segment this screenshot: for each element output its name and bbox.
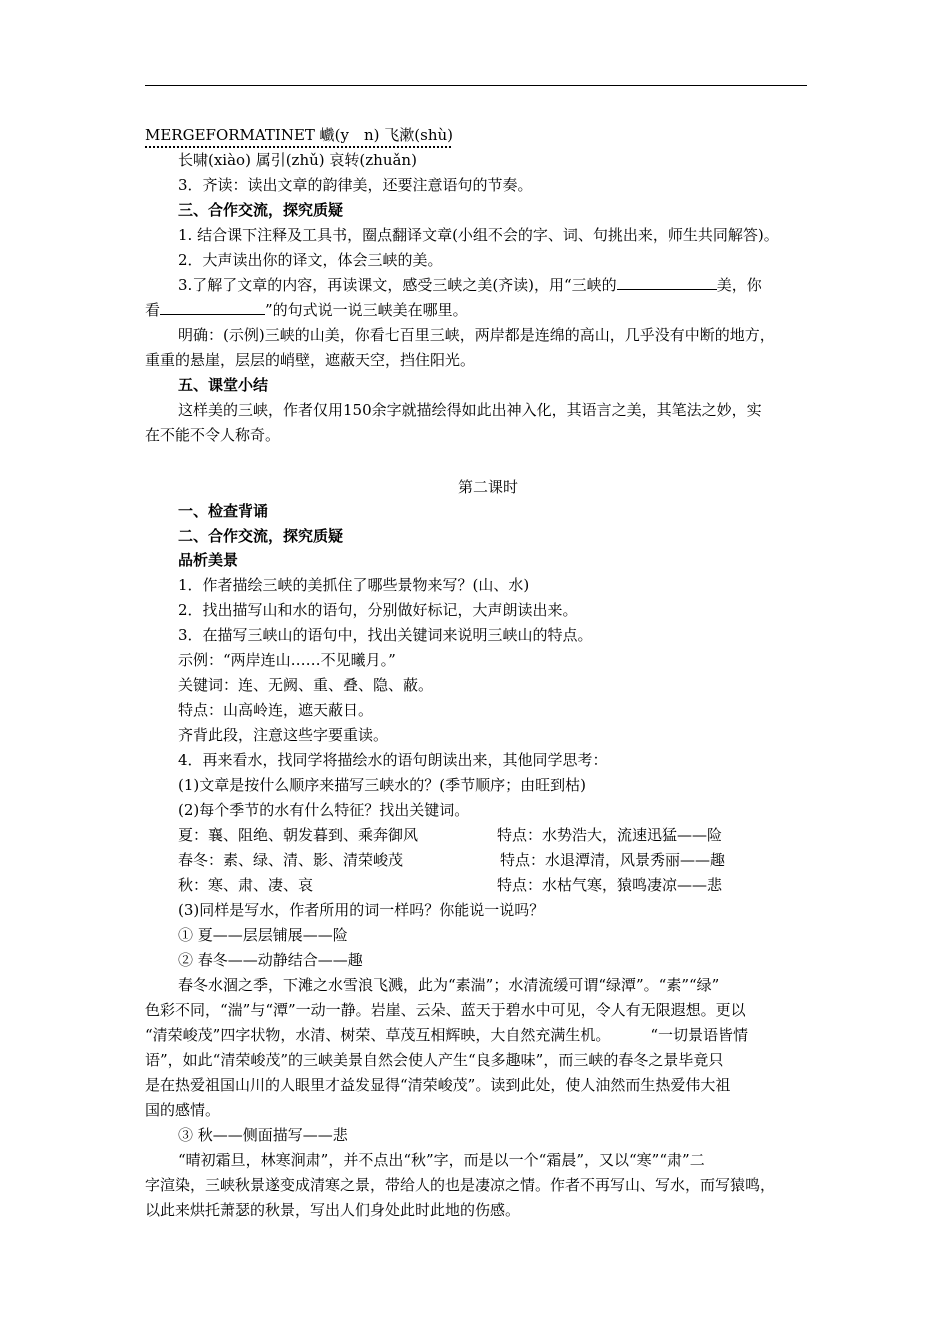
- point-spring-winter: ② 春冬——动静结合——趣: [178, 951, 363, 969]
- spring-paragraph-5: 是在热爱祖国山川的人眼里才益发显得“清荣峻茂”。读到此处，使人油然而生热爱伟大祖: [145, 1076, 731, 1094]
- spring-paragraph-1: 春冬水涸之季，下滩之水雪浪飞溅，此为“素湍”；水清流缓可谓“绿潭”。“素”“绿”: [178, 976, 720, 994]
- sub-q2-features: (2)每个季节的水有什么特征？找出关键词。: [178, 801, 470, 819]
- heading-scenery: 品析美景: [178, 551, 239, 569]
- q4-water: 4．再来看水，找同学将描绘水的语句朗读出来，其他同学思考：: [178, 751, 608, 769]
- summary-paragraph-cont: 在不能不令人称奇。: [145, 426, 281, 444]
- features-line: 特点：山高岭连，遮天蔽日。: [178, 701, 374, 719]
- q3-keywords: 3．在描写三峡山的语句中，找出关键词来说明三峡山的特点。: [178, 626, 593, 644]
- autumn-feature: 特点：水枯气寒，猿鸣凄凉——悲: [497, 876, 723, 894]
- heading-section-3: 三、合作交流，探究质疑: [178, 201, 344, 219]
- heading-section-5: 五、课堂小结: [178, 376, 269, 394]
- answer-paragraph-cont: 重重的悬崖，层层的峭壁，遮蔽天空，挡住阳光。: [145, 351, 476, 369]
- point-summer: ① 夏——层层铺展——险: [178, 926, 348, 944]
- pinyin-line-1: MERGEFORMATINET 巇(y n) 飞漱(shù): [145, 126, 454, 144]
- fill-blank-1: [617, 275, 717, 290]
- fill-blank-2: [160, 300, 265, 315]
- summary-paragraph: 这样美的三峡，作者仅用150余字就描绘得如此出神入化，其语言之美，其笔法之妙，实: [178, 401, 762, 419]
- q2-mark-sentences: 2．找出描写山和水的语句，分别做好标记，大声朗读出来。: [178, 601, 578, 619]
- item-3-fill-blank: 3.了解了文章的内容，再读课文，感受三峡之美(齐读)，用“三峡的 美，你: [178, 276, 762, 294]
- step-3-read-aloud: 3．齐读：读出文章的韵律美，还要注意语句的节奏。: [178, 176, 533, 194]
- sub-q3-words: (3)同样是写水，作者所用的词一样吗？你能说一说吗？: [178, 901, 545, 919]
- point-autumn: ③ 秋——侧面描写——悲: [178, 1126, 348, 1144]
- keywords-line: 关键词：连、无阙、重、叠、隐、蔽。: [178, 676, 434, 694]
- autumn-paragraph-1: “晴初霜旦，林寒涧肃”，并不点出“秋”字，而是以一个“霜晨”，又以“寒”“肃”二: [178, 1151, 705, 1169]
- heading-cooperate: 二、合作交流，探究质疑: [178, 527, 344, 545]
- spring-paragraph-4: 语”，如此“清荣峻茂”的三峡美景自然会使人产生“良多趣味”，而三峡的春冬之景毕竟只: [145, 1051, 724, 1069]
- spring-paragraph-3: “清荣峻茂”四字状物，水清、树荣、草茂互相辉映，大自然充满生机。 “一切景语皆情: [145, 1026, 749, 1044]
- spring-paragraph-6: 国的感情。: [145, 1101, 221, 1119]
- summer-keywords: 夏：襄、阻绝、朝发暮到、乘奔御风: [178, 826, 419, 844]
- recite-line: 齐背此段，注意这些字要重读。: [178, 726, 389, 744]
- lesson-2-title: 第二课时: [458, 478, 519, 496]
- item-1-translate: 1. 结合课下注释及工具书，圈点翻译文章(小组不会的字、词、句挑出来，师生共同解答)。: [178, 226, 779, 244]
- spring-paragraph-2: 色彩不同，“湍”与“潭”一动一静。岩崖、云朵、蓝天于碧水中可见，令人有无限遐想。更以: [145, 1001, 746, 1019]
- q1-scenery: 1．作者描绘三峡的美抓住了哪些景物来写？(山、水): [178, 576, 530, 594]
- heading-recite: 一、检查背诵: [178, 502, 269, 520]
- answer-paragraph: 明确：(示例)三峡的山美，你看七百里三峡，两岸都是连绵的高山，几乎没有中断的地方，: [178, 326, 775, 344]
- spring-winter-keywords: 春冬：素、绿、清、影、清荣峻茂: [178, 851, 404, 869]
- autumn-paragraph-2: 字渲染，三峡秋景遂变成清寒之景，带给人的也是凄凉之情。作者不再写山、写水，而写猿鸣，: [145, 1176, 776, 1194]
- autumn-paragraph-3: 以此来烘托萧瑟的秋景，写出人们身处此时此地的伤感。: [145, 1201, 521, 1219]
- pinyin-line-2: 长啸(xiào) 属引(zhǔ) 哀转(zhuǎn): [178, 151, 417, 169]
- sub-q1-order: (1)文章是按什么顺序来描写三峡水的？(季节顺序；由旺到枯): [178, 776, 586, 794]
- example-line: 示例：“两岸连山……不见曦月。”: [178, 651, 396, 669]
- autumn-keywords: 秋：寒、肃、凄、哀: [178, 876, 314, 894]
- item-3-fill-blank-cont: 看 ”的句式说一说三峡美在哪里。: [145, 301, 468, 319]
- spring-winter-feature: 特点：水退潭清，风景秀丽——趣: [500, 851, 726, 869]
- item-2-read-translation: 2．大声读出你的译文，体会三峡的美。: [178, 251, 443, 269]
- header-rule: [145, 85, 807, 86]
- summer-feature: 特点：水势浩大，流速迅猛——险: [497, 826, 723, 844]
